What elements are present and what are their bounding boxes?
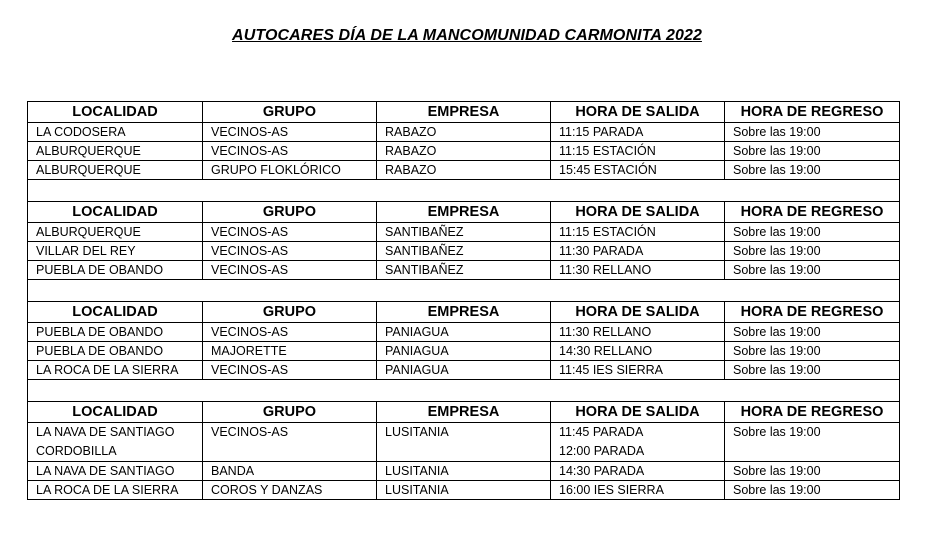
regreso-cell	[725, 223, 900, 242]
cell-text: LUSITANIA	[385, 425, 449, 439]
grupo-cell	[203, 123, 377, 142]
table-row	[28, 161, 900, 180]
cell-text: CORDOBILLA	[36, 444, 117, 458]
empresa-cell	[377, 261, 551, 280]
cell-text: Sobre las 19:00	[733, 225, 821, 239]
regreso-cell	[725, 462, 900, 481]
cell-text: PUEBLA DE OBANDO	[36, 263, 164, 277]
cell-text: Sobre las 19:00	[733, 244, 821, 258]
cell-text: 15:45 ESTACIÓN	[559, 163, 657, 177]
page-title: AUTOCARES DÍA DE LA MANCOMUNIDAD CARMONITA 2022	[232, 27, 702, 44]
empresa-cell	[377, 142, 551, 161]
cell-text: 16:00 IES SIERRA	[559, 483, 664, 497]
table-row	[28, 481, 900, 500]
localidad-cell	[28, 361, 203, 380]
regreso-cell	[725, 242, 900, 261]
cell-text: BANDA	[211, 464, 255, 478]
header-row	[28, 302, 900, 323]
grupo-cell	[203, 423, 377, 462]
salida-cell	[551, 323, 725, 342]
regreso-cell	[725, 323, 900, 342]
header-localidad: LOCALIDAD	[28, 302, 203, 323]
cell-text: Sobre las 19:00	[733, 325, 821, 339]
regreso-cell	[725, 361, 900, 380]
table-row	[28, 323, 900, 342]
localidad-cell	[28, 261, 203, 280]
cell-text: 11:30 PARADA	[559, 244, 644, 258]
cell-text: RABAZO	[385, 144, 437, 158]
header-row	[28, 202, 900, 223]
cell-text: ALBURQUERQUE	[36, 144, 141, 158]
table-row	[28, 223, 900, 242]
salida-cell	[551, 142, 725, 161]
grupo-cell	[203, 242, 377, 261]
cell-text: Sobre las 19:00	[733, 464, 821, 478]
cell-text: Sobre las 19:00	[733, 363, 821, 377]
localidad-cell	[28, 323, 203, 342]
empresa-cell	[377, 481, 551, 500]
cell-text: LA ROCA DE LA SIERRA	[36, 363, 179, 377]
header-hora-salida: HORA DE SALIDA	[551, 202, 725, 223]
regreso-cell	[725, 261, 900, 280]
cell-text: PUEBLA DE OBANDO	[36, 344, 164, 358]
header-empresa: EMPRESA	[377, 202, 551, 223]
cell-text: VECINOS-AS	[211, 144, 289, 158]
table-row	[28, 342, 900, 361]
cell-text: PANIAGUA	[385, 363, 449, 377]
cell-text: RABAZO	[385, 163, 437, 177]
grupo-cell	[203, 161, 377, 180]
salida-cell	[551, 342, 725, 361]
regreso-cell	[725, 342, 900, 361]
empresa-cell	[377, 323, 551, 342]
cell-text: VECINOS-AS	[211, 225, 289, 239]
cell-text: Sobre las 19:00	[733, 144, 821, 158]
salida-cell	[551, 161, 725, 180]
cell-text: ALBURQUERQUE	[36, 225, 141, 239]
header-row	[28, 102, 900, 123]
localidad-cell	[28, 481, 203, 500]
section-spacer-row	[28, 180, 900, 202]
empresa-cell	[377, 123, 551, 142]
regreso-cell	[725, 161, 900, 180]
salida-cell	[551, 481, 725, 500]
cell-text: 14:30 PARADA	[559, 464, 645, 478]
cell-text: GRUPO FLOKLÓRICO	[211, 163, 341, 177]
localidad-cell	[28, 462, 203, 481]
cell-text: 11:15 PARADA	[559, 125, 644, 139]
regreso-cell	[725, 142, 900, 161]
regreso-cell	[725, 123, 900, 142]
table-row	[28, 261, 900, 280]
cell-text: LA NAVA DE SANTIAGO	[36, 464, 175, 478]
table-row	[28, 242, 900, 261]
cell-text: VECINOS-AS	[211, 425, 289, 439]
regreso-cell	[725, 423, 900, 462]
schedule-table	[27, 101, 900, 500]
salida-cell	[551, 361, 725, 380]
header-empresa: EMPRESA	[377, 302, 551, 323]
cell-text: MAJORETTE	[211, 344, 287, 358]
cell-text: PANIAGUA	[385, 325, 449, 339]
header-hora-regreso: HORA DE REGRESO	[725, 102, 900, 123]
grupo-cell	[203, 462, 377, 481]
cell-text: 11:30 RELLANO	[559, 263, 652, 277]
localidad-cell	[28, 423, 203, 462]
cell-text: VILLAR DEL REY	[36, 244, 136, 258]
localidad-cell	[28, 342, 203, 361]
cell-text: Sobre las 19:00	[733, 125, 821, 139]
header-hora-regreso: HORA DE REGRESO	[725, 202, 900, 223]
header-grupo: GRUPO	[203, 302, 377, 323]
grupo-cell	[203, 261, 377, 280]
header-empresa: EMPRESA	[377, 402, 551, 423]
cell-text: Sobre las 19:00	[733, 263, 821, 277]
salida-cell	[551, 242, 725, 261]
header-grupo: GRUPO	[203, 202, 377, 223]
salida-cell	[551, 261, 725, 280]
cell-text: Sobre las 19:00	[733, 425, 821, 439]
empresa-cell	[377, 161, 551, 180]
empresa-cell	[377, 462, 551, 481]
table-row	[28, 142, 900, 161]
table-row	[28, 123, 900, 142]
cell-text: 14:30 RELLANO	[559, 344, 653, 358]
cell-text: Sobre las 19:00	[733, 163, 821, 177]
empresa-cell	[377, 423, 551, 462]
section-spacer-row	[28, 280, 900, 302]
spacer-cell	[28, 380, 900, 402]
header-empresa: EMPRESA	[377, 102, 551, 123]
header-localidad: LOCALIDAD	[28, 202, 203, 223]
empresa-cell	[377, 342, 551, 361]
cell-text: RABAZO	[385, 125, 437, 139]
cell-text: SANTIBAÑEZ	[385, 225, 464, 239]
section-spacer-row	[28, 380, 900, 402]
salida-cell	[551, 223, 725, 242]
header-hora-salida: HORA DE SALIDA	[551, 302, 725, 323]
cell-text: VECINOS-AS	[211, 244, 289, 258]
cell-text: LUSITANIA	[385, 464, 449, 478]
localidad-cell	[28, 161, 203, 180]
empresa-cell	[377, 223, 551, 242]
table-row	[28, 462, 900, 481]
table-row	[28, 361, 900, 380]
salida-cell	[551, 123, 725, 142]
regreso-cell	[725, 481, 900, 500]
header-grupo: GRUPO	[203, 102, 377, 123]
cell-text: VECINOS-AS	[211, 125, 289, 139]
empresa-cell	[377, 242, 551, 261]
spacer-cell	[28, 280, 900, 302]
grupo-cell	[203, 323, 377, 342]
header-localidad: LOCALIDAD	[28, 402, 203, 423]
cell-text: LA ROCA DE LA SIERRA	[36, 483, 179, 497]
grupo-cell	[203, 481, 377, 500]
table-row	[28, 423, 900, 462]
salida-cell	[551, 462, 725, 481]
cell-text: VECINOS-AS	[211, 263, 289, 277]
header-hora-salida: HORA DE SALIDA	[551, 402, 725, 423]
cell-text: SANTIBAÑEZ	[385, 244, 464, 258]
cell-text: LA CODOSERA	[36, 125, 126, 139]
cell-text: LA NAVA DE SANTIAGO	[36, 425, 175, 439]
cell-text: SANTIBAÑEZ	[385, 263, 464, 277]
cell-text: 11:15 ESTACIÓN	[559, 144, 656, 158]
cell-text: 12:00 PARADA	[559, 444, 645, 458]
header-hora-regreso: HORA DE REGRESO	[725, 302, 900, 323]
header-hora-salida: HORA DE SALIDA	[551, 102, 725, 123]
localidad-cell	[28, 242, 203, 261]
cell-text: PANIAGUA	[385, 344, 449, 358]
cell-text: VECINOS-AS	[211, 363, 289, 377]
grupo-cell	[203, 361, 377, 380]
grupo-cell	[203, 223, 377, 242]
localidad-cell	[28, 223, 203, 242]
cell-text: 11:45 IES SIERRA	[559, 363, 663, 377]
header-row	[28, 402, 900, 423]
cell-text: PUEBLA DE OBANDO	[36, 325, 164, 339]
cell-text: VECINOS-AS	[211, 325, 289, 339]
empresa-cell	[377, 361, 551, 380]
localidad-cell	[28, 123, 203, 142]
localidad-cell	[28, 142, 203, 161]
cell-text: ALBURQUERQUE	[36, 163, 141, 177]
cell-text: Sobre las 19:00	[733, 344, 821, 358]
schedule-body	[28, 102, 900, 500]
header-localidad: LOCALIDAD	[28, 102, 203, 123]
spacer-cell	[28, 180, 900, 202]
cell-text: LUSITANIA	[385, 483, 449, 497]
cell-text: Sobre las 19:00	[733, 483, 821, 497]
cell-text: 11:45 PARADA	[559, 425, 644, 439]
cell-text: 11:15 ESTACIÓN	[559, 225, 656, 239]
header-hora-regreso: HORA DE REGRESO	[725, 402, 900, 423]
cell-text: COROS Y DANZAS	[211, 483, 323, 497]
grupo-cell	[203, 142, 377, 161]
cell-text: 11:30 RELLANO	[559, 325, 652, 339]
header-grupo: GRUPO	[203, 402, 377, 423]
grupo-cell	[203, 342, 377, 361]
salida-cell	[551, 423, 725, 462]
